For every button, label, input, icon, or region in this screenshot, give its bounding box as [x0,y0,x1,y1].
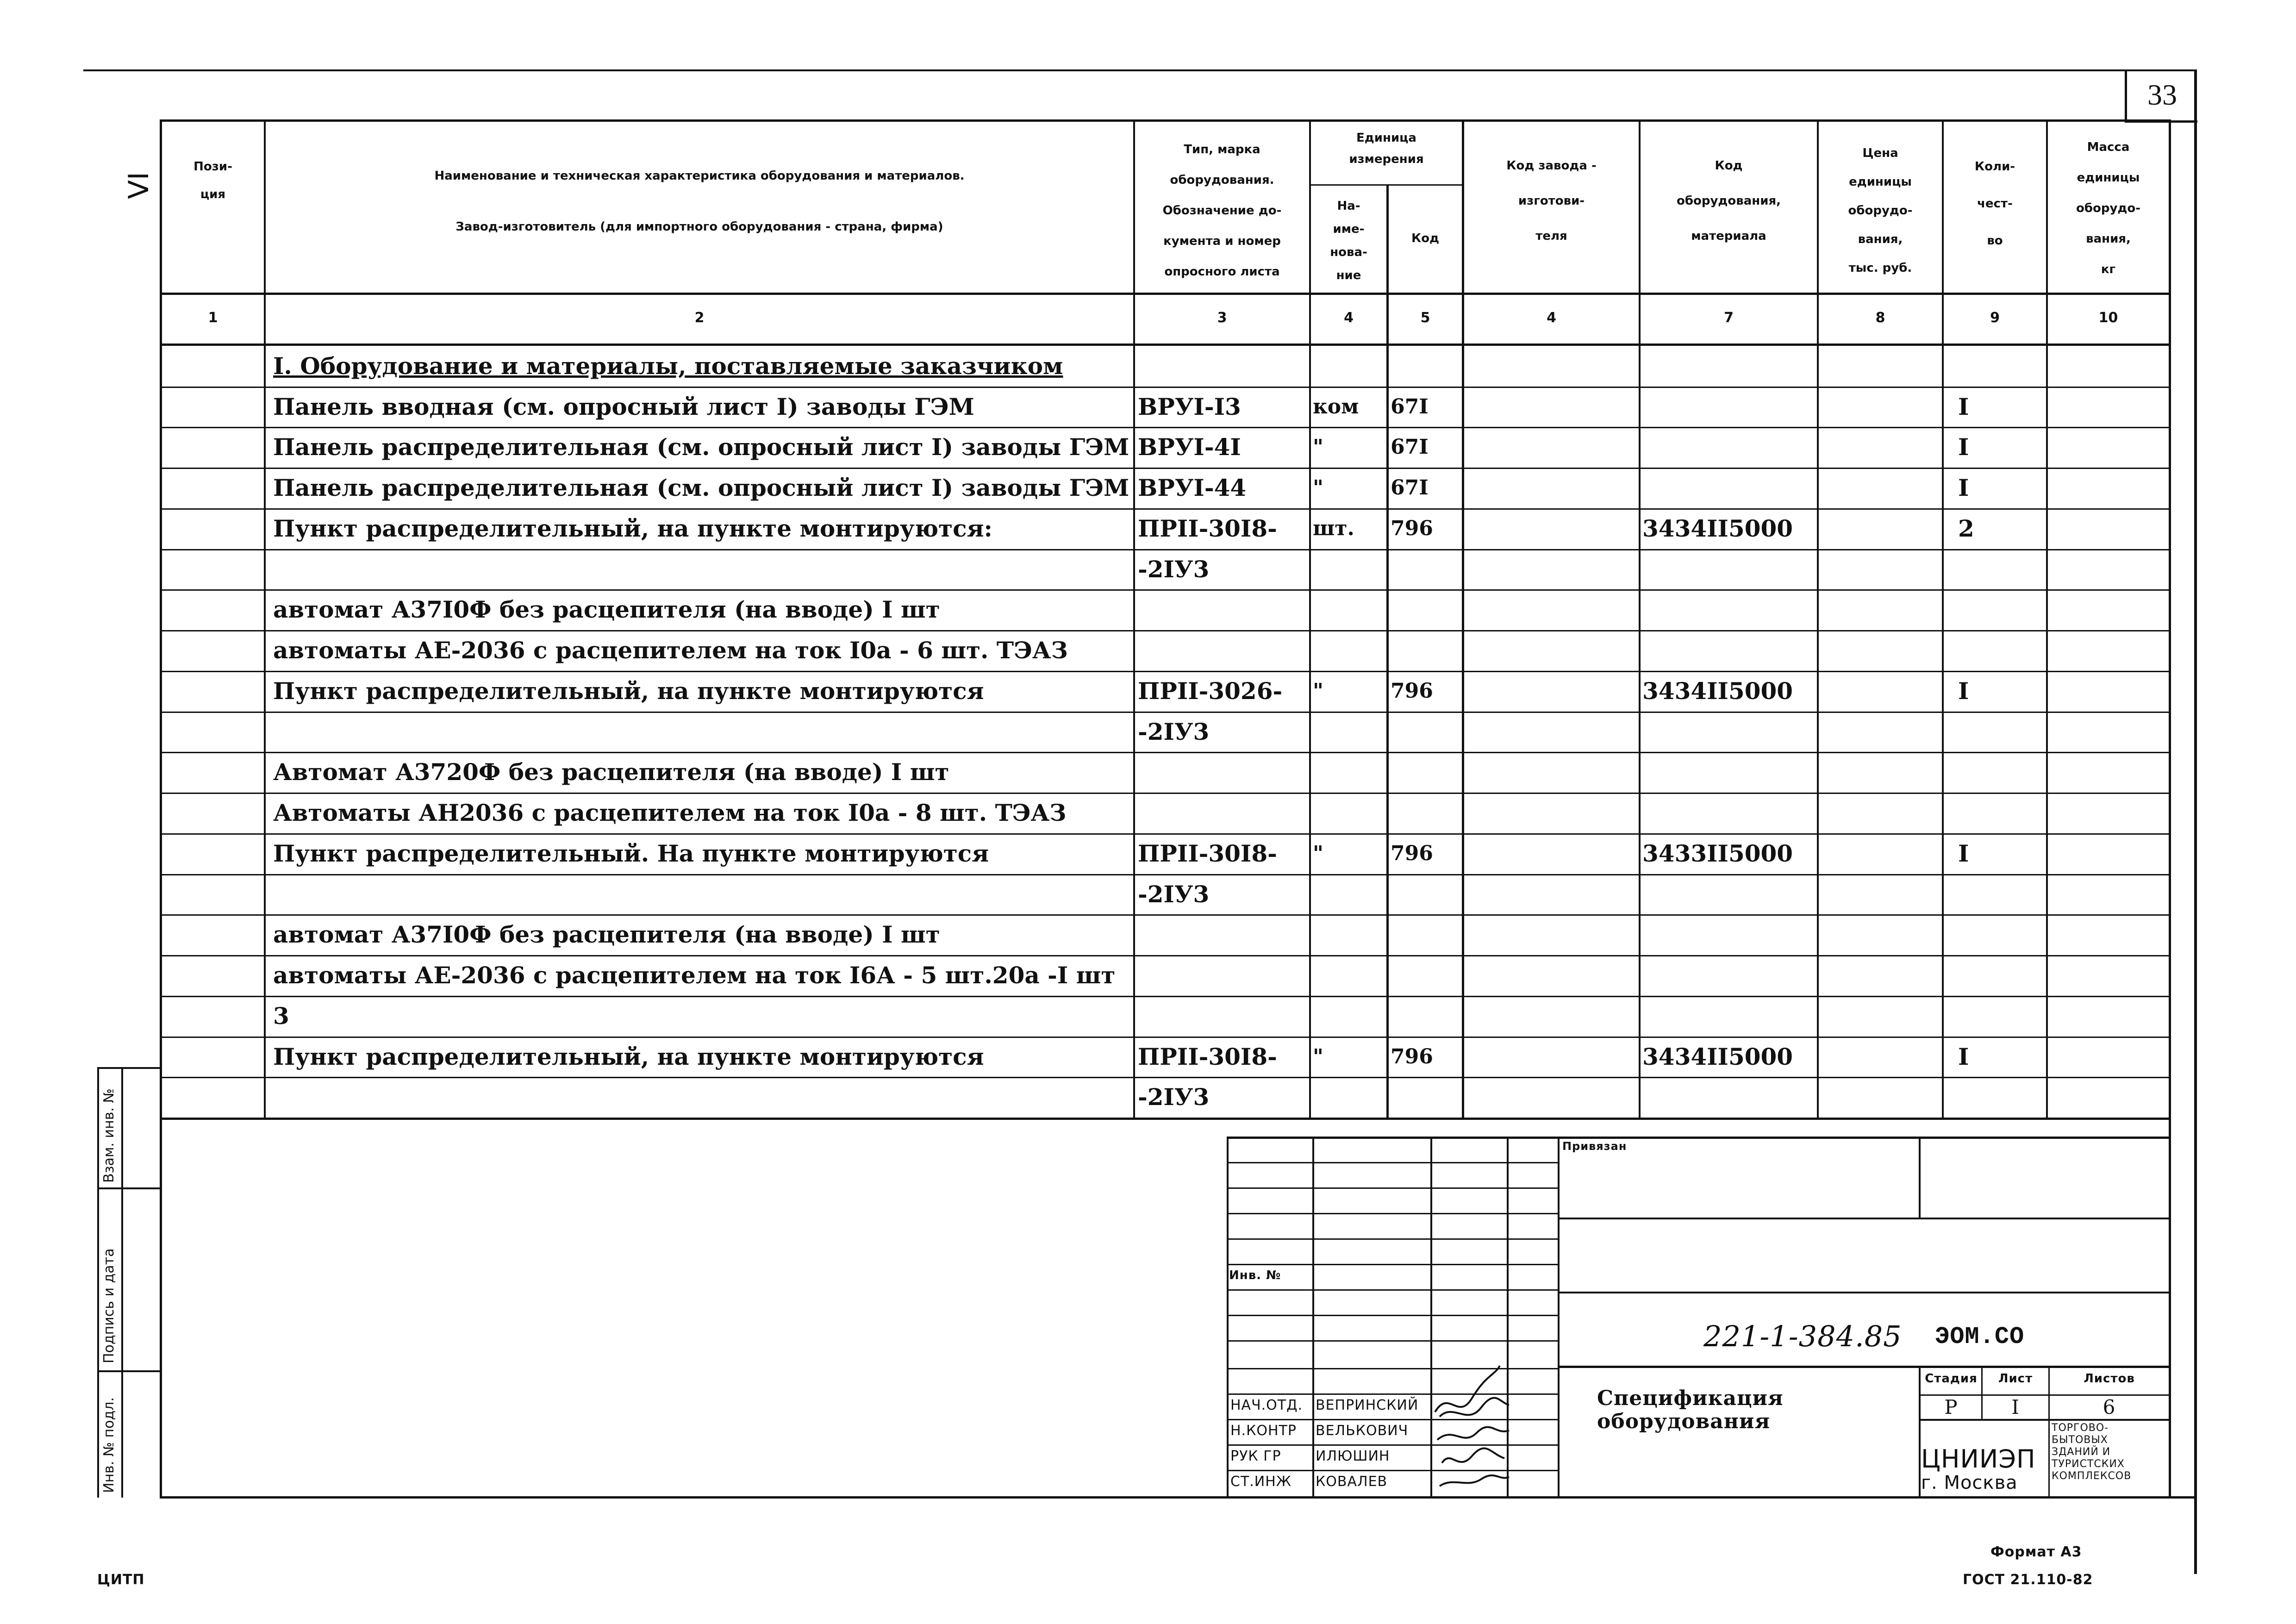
cell-eqcode: 3434II5000 [1642,515,1793,542]
project-line: КОМПЛЕКСОВ [2052,1470,2132,1482]
footer-format: Формат А3 [1990,1544,2082,1560]
cell-type: ВРУI-4I [1138,433,1241,461]
sheets-label: Листов [2084,1372,2135,1386]
organization-name: ЦНИИЭП [1921,1444,2036,1474]
cell-code: 67I [1391,435,1429,459]
cell-name: Пункт распределительный. На пункте монтируются [273,840,989,867]
cell-name: автоматы АЕ-2036 с расцепителем на ток I0а - 6 шт. ТЭАЗ [273,637,1068,664]
project-line: БЫТОВЫХ [2052,1434,2108,1446]
column-number: 1 [208,310,218,326]
cell-eqcode: 3434II5000 [1642,677,1793,705]
cell-type: -2IУ3 [1138,1083,1210,1111]
cell-type: ВРУI-I3 [1138,393,1241,420]
cell-type: -2IУ3 [1138,556,1210,583]
cell-name: Пункт распределительный, на пункте монтируются [273,1043,984,1070]
column-number: 4 [1547,310,1556,326]
cell-name: Панель вводная (см. опросный лист I) заводы ГЭМ [273,393,974,420]
cell-eqcode: 3434II5000 [1642,1043,1793,1070]
side-label: Взам. инв. № [101,1088,117,1183]
signer-role: Н.КОНТР [1230,1423,1297,1439]
cell-name: Панель распределительная (см. опросный лист I) заводы ГЭМ [273,433,1129,461]
cell-code: 67I [1391,476,1429,500]
side-mark: VI [123,172,155,199]
signer-name: КОВАЛЕВ [1316,1474,1388,1490]
cell-unit: " [1313,1045,1323,1068]
header-unit-group: Единица измерения [1349,131,1424,166]
cell-type: ПРII-30I8- [1138,515,1277,542]
cell-unit: " [1313,679,1323,703]
cell-qty: 2 [1958,515,1974,542]
cell-name: автомат А37I0Ф без расцепителя (на вводе) I шт [273,921,940,948]
cell-type: ПРII-30I8- [1138,1043,1277,1070]
sheets-value: 6 [2103,1396,2116,1418]
cell-unit: шт. [1313,517,1354,540]
header-unit-name: На- име- нова- ние [1330,199,1367,282]
cell-qty: I [1958,840,1969,867]
signer-role: НАЧ.ОТД. [1230,1397,1303,1413]
column-number: 3 [1217,310,1227,326]
sheet-number: 33 [2125,70,2197,123]
cell-type: -2IУ3 [1138,881,1210,908]
cell-unit: " [1313,842,1323,865]
cell-type: -2IУ3 [1138,718,1210,745]
header-name-line1: Наименование и техническая характеристика оборудования и материалов. [434,169,965,183]
column-number: 10 [2098,310,2118,326]
sheet-value: I [2011,1396,2020,1418]
top-border-line [83,69,2196,71]
signer-name: ВЕПРИНСКИЙ [1316,1397,1419,1413]
handwritten-signatures [1430,1347,1514,1495]
cell-code: 67I [1391,395,1429,418]
inv-label: Инв. № [1229,1268,1281,1282]
cell-qty: I [1958,433,1969,461]
document-title-1: Спецификация [1597,1387,1784,1410]
header-name-line2: Завод-изготовитель (для импортного оборудования - страна, фирма) [455,220,943,234]
cell-qty: I [1958,677,1969,705]
sheet-label: Лист [1998,1372,2033,1386]
cell-eqcode: 3433II5000 [1642,840,1793,867]
project-line: ЗДАНИЙ И [2052,1446,2111,1458]
cell-name: Пункт распределительный, на пункте монтируются [273,677,984,705]
right-border-line [2194,69,2197,1574]
signer-name: ВЕЛЬКОВИЧ [1316,1423,1409,1439]
cell-code: 796 [1391,842,1433,865]
bottom-border-line [160,1496,2196,1499]
project-line: ТОРГОВО- [2052,1422,2109,1434]
cell-name: Автомат А3720Ф без расцепителя (на вводе) I шт [273,758,949,786]
cell-name: I. Оборудование и материалы, поставляемые заказчиком [273,352,1063,380]
document-suffix: ЭОМ.СО [1935,1323,2025,1350]
cell-type: ВРУI-44 [1138,474,1247,501]
cell-name: автоматы АЕ-2036 с расцепителем на ток I6А - 5 шт.20а -I шт [273,962,1116,989]
cell-code: 796 [1391,1045,1433,1068]
side-label: Подпись и дата [101,1248,117,1363]
cell-unit: " [1313,435,1323,459]
header-price: Цена единицы оборудо- вания, тыс. руб. [1848,146,1913,275]
cell-code: 796 [1391,679,1433,703]
cell-name: Пункт распределительный, на пункте монтируются: [273,515,992,542]
side-label: Инв. № подл. [101,1397,117,1493]
privyazan-label: Привязан [1562,1140,1627,1153]
signer-role: РУК ГР [1230,1448,1281,1464]
stage-label: Стадия [1925,1372,1978,1386]
cell-name: автомат А37I0Ф без расцепителя (на вводе) I шт [273,596,940,623]
column-number: 5 [1420,310,1430,326]
cell-unit: ком [1313,395,1359,418]
document-code: 221-1-384.85 [1703,1319,1902,1353]
column-number: 9 [1990,310,2000,326]
header-mass: Масса единицы оборудо- вания, кг [2076,140,2141,276]
column-number: 2 [694,310,705,326]
header-unit-code: Код [1411,231,1440,245]
document-title-2: оборудования [1597,1410,1771,1433]
footer-gost: ГОСТ 21.110-82 [1963,1572,2093,1588]
cell-qty: I [1958,1043,1969,1070]
signer-name: ИЛЮШИН [1316,1448,1390,1464]
footer-left: ЦИТП [97,1572,145,1588]
stage-value: Р [1944,1396,1958,1418]
header-manufacturer-code: Код завода - изготови- теля [1506,159,1597,243]
header-equipment-code: Код оборудования, материала [1676,159,1781,243]
cell-name: Панель распределительная (см. опросный лист I) заводы ГЭМ [273,474,1129,501]
cell-unit: " [1313,476,1323,500]
header-quantity: Коли- чест- во [1974,160,2015,248]
organization-city: г. Москва [1921,1472,2018,1493]
cell-code: 796 [1391,517,1433,540]
column-number: 4 [1344,310,1354,326]
signer-role: СТ.ИНЖ [1230,1474,1292,1490]
cell-type: ПРII-30I8- [1138,840,1277,867]
project-line: ТУРИСТСКИХ [2052,1458,2125,1470]
cell-type: ПРII-3026- [1138,677,1283,705]
cell-name: Автоматы АН2036 с расцепителем на ток I0а - 8 шт. ТЭАЗ [273,799,1067,826]
cell-qty: I [1958,393,1969,420]
cell-qty: I [1958,474,1969,501]
column-number: 7 [1724,310,1734,326]
header-type: Тип, марка оборудования. Обозначение до- кумента и номер опросного листа [1162,143,1282,279]
column-number: 8 [1875,310,1885,326]
header-position: Пози- ция [193,160,232,201]
cell-name: 3 [273,1002,289,1030]
